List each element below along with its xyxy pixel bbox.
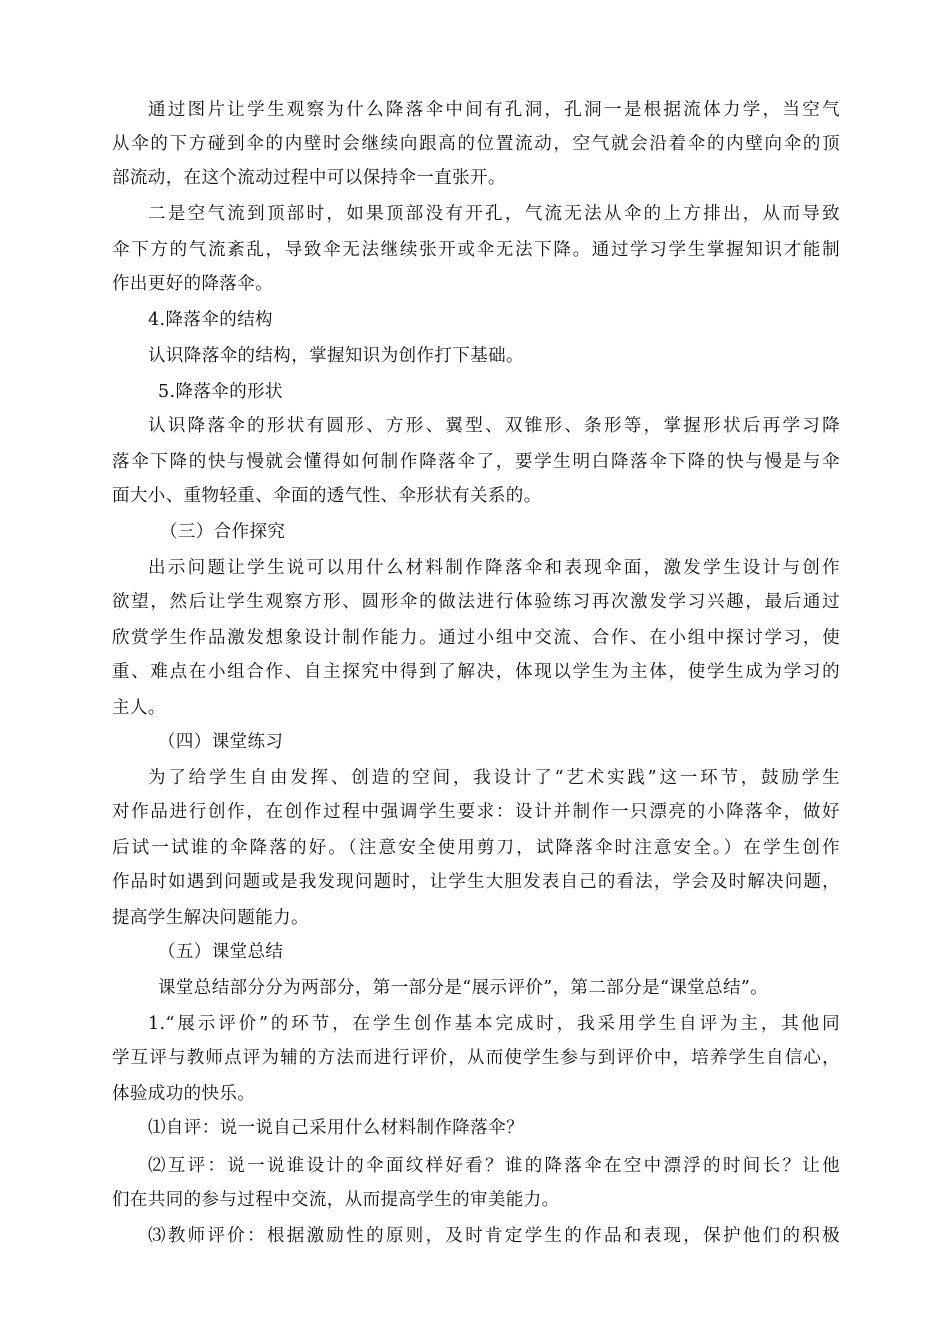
paragraph-line: 主人。 (112, 698, 166, 718)
paragraph-line: 从伞的下方碰到伞的内壁时会继续向跟高的位置流动，空气就会沿着伞的内壁向伞的顶 (112, 134, 840, 154)
paragraph-line: 落伞下降的快与慢就会懂得如何制作降落伞了，要学生明白降落伞下降的快与慢是与伞 (112, 452, 840, 472)
paragraph-line: 作品时如遇到问题或是我发现问题时，让学生大胆发表自己的看法，学会及时解决问题， (112, 872, 840, 892)
section-heading: （五）课堂总结 (158, 942, 284, 962)
section-heading: （四）课堂练习 (158, 732, 284, 752)
paragraph-line: 课堂总结部分分为两部分，第一部分是“展示评价”，第二部分是“课堂总结”。 (158, 978, 769, 998)
list-item: ⑶教师评价：根据激励性的原则，及时肯定学生的作品和表现，保护他们的积极 (148, 1226, 840, 1246)
section-heading: （三）合作探究 (160, 522, 286, 542)
paragraph-line: 作出更好的降落伞。 (112, 274, 274, 294)
paragraph-line: 认识降落伞的形状有圆形、方形、翼型、双锥形、条形等，掌握形状后再学习降 (148, 416, 840, 436)
list-item: ⑵互评：说一说谁设计的伞面纹样好看？谁的降落伞在空中漂浮的时间长？让他 (148, 1156, 840, 1176)
paragraph-line: 欲望，然后让学生观察方形、圆形伞的做法进行体验练习再次激发学习兴趣，最后通过 (112, 592, 840, 612)
paragraph-line: 体验成功的快乐。 (112, 1084, 256, 1104)
paragraph-line: 通过图片让学生观察为什么降落伞中间有孔洞，孔洞一是根据流体力学，当空气 (148, 100, 840, 120)
paragraph-line: 们在共同的参与过程中交流，从而提高学生的审美能力。 (112, 1190, 560, 1210)
paragraph-line: 认识降落伞的结构，掌握知识为创作打下基础。 (148, 346, 524, 366)
paragraph-line: 学互评与教师点评为辅的方法而进行评价，从而使学生参与到评价中，培养学生自信心， (112, 1048, 840, 1068)
paragraph-line: 后试一试谁的伞降落的好。（注意安全使用剪刀，试降落伞时注意安全。）在学生创作 (112, 838, 840, 858)
paragraph-line: 为了给学生自由发挥、创造的空间，我设计了“艺术实践”这一环节，鼓励学生 (148, 768, 840, 788)
section-heading: 4.降落伞的结构 (148, 310, 273, 330)
paragraph-line: 欣赏学生作品激发想象设计制作能力。通过小组中交流、合作、在小组中探讨学习，使 (112, 628, 840, 648)
paragraph-line: 对作品进行创作，在创作过程中强调学生要求：设计并制作一只漂亮的小降落伞，做好 (112, 802, 840, 822)
paragraph-line: 提高学生解决问题能力。 (112, 908, 309, 928)
paragraph-line: 部流动，在这个流动过程中可以保持伞一直张开。 (112, 168, 506, 188)
paragraph-line: 二是空气流到顶部时，如果顶部没有开孔，气流无法从伞的上方排出，从而导致 (148, 204, 840, 224)
paragraph-line: 伞下方的气流紊乱，导致伞无法继续张开或伞无法下降。通过学习学生掌握知识才能制 (112, 240, 840, 260)
paragraph-line: 1.“展示评价”的环节，在学生创作基本完成时，我采用学生自评为主，其他同 (148, 1014, 840, 1034)
list-item: ⑴自评：说一说自己采用什么材料制作降落伞？ (148, 1118, 524, 1138)
paragraph-line: 出示问题让学生说可以用什么材料制作降落伞和表现伞面，激发学生设计与创作 (148, 558, 840, 578)
paragraph-line: 面大小、重物轻重、伞面的透气性、伞形状有关系的。 (112, 486, 542, 506)
section-heading: 5.降落伞的形状 (158, 382, 283, 402)
paragraph-line: 重、难点在小组合作、自主探究中得到了解决，体现以学生为主体，使学生成为学习的 (112, 662, 840, 682)
